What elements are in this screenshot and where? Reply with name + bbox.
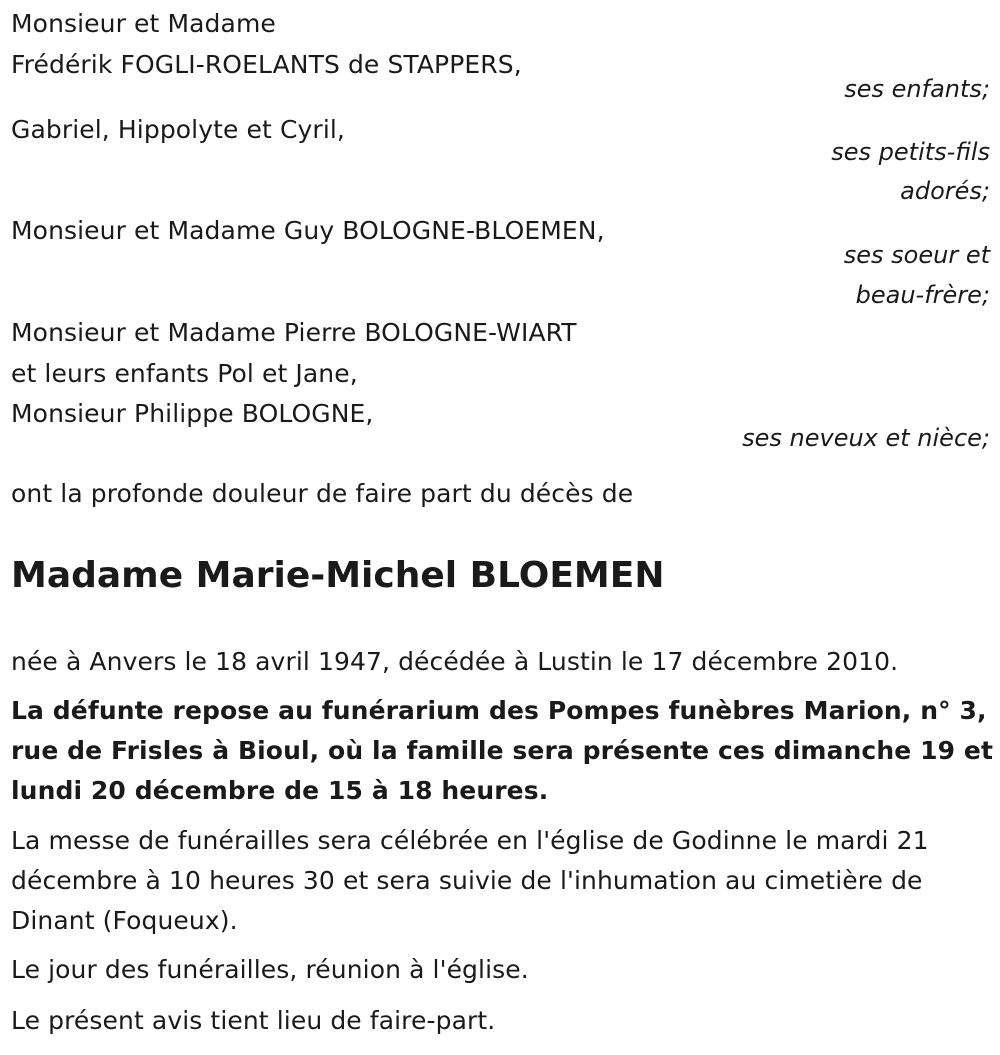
relation-grandsons-2: adorés; (900, 177, 990, 205)
family-line-1: Monsieur et Madame (11, 9, 276, 38)
birth-death-line: née à Anvers le 18 avril 1947, décédée à Lustin le 17 décembre 2010. (11, 647, 899, 676)
relation-sister-2: beau-frère; (855, 281, 990, 309)
meeting-line: Le jour des funérailles, réunion à l'église. (11, 955, 529, 984)
repose-line-1: La défunte repose au funérarium des Pompes funèbres Marion, n° 3, (11, 696, 987, 725)
family-line-7: Monsieur Philippe BOLOGNE, (11, 399, 374, 428)
announcement-text: ont la profonde douleur de faire part du décès de (11, 479, 634, 508)
deceased-name: Madame Marie-Michel BLOEMEN (11, 555, 665, 596)
relation-grandsons-1: ses petits-fils (831, 138, 990, 166)
relation-sister-1: ses soeur et (843, 241, 990, 269)
repose-line-2: rue de Frisles à Bioul, où la famille sera présente ces dimanche 19 et (11, 736, 994, 765)
mass-line-1: La messe de funérailles sera célébrée en l'église de Godinne le mardi 21 (11, 826, 929, 855)
mass-line-3: Dinant (Foqueux). (11, 906, 238, 935)
family-line-4: Monsieur et Madame Guy BOLOGNE-BLOEMEN, (11, 216, 605, 245)
family-line-3: Gabriel, Hippolyte et Cyril, (11, 115, 345, 144)
family-line-5: Monsieur et Madame Pierre BOLOGNE-WIART (11, 318, 577, 347)
family-line-6: et leurs enfants Pol et Jane, (11, 359, 358, 388)
relation-children: ses enfants; (844, 75, 990, 103)
repose-line-3: lundi 20 décembre de 15 à 18 heures. (11, 776, 549, 805)
relation-nephews: ses neveux et nièce; (742, 424, 990, 452)
family-line-2: Frédérik FOGLI-ROELANTS de STAPPERS, (11, 50, 522, 79)
notice-line: Le présent avis tient lieu de faire-part. (11, 1006, 496, 1035)
mass-line-2: décembre à 10 heures 30 et sera suivie de l'inhumation au cimetière de (11, 866, 923, 895)
